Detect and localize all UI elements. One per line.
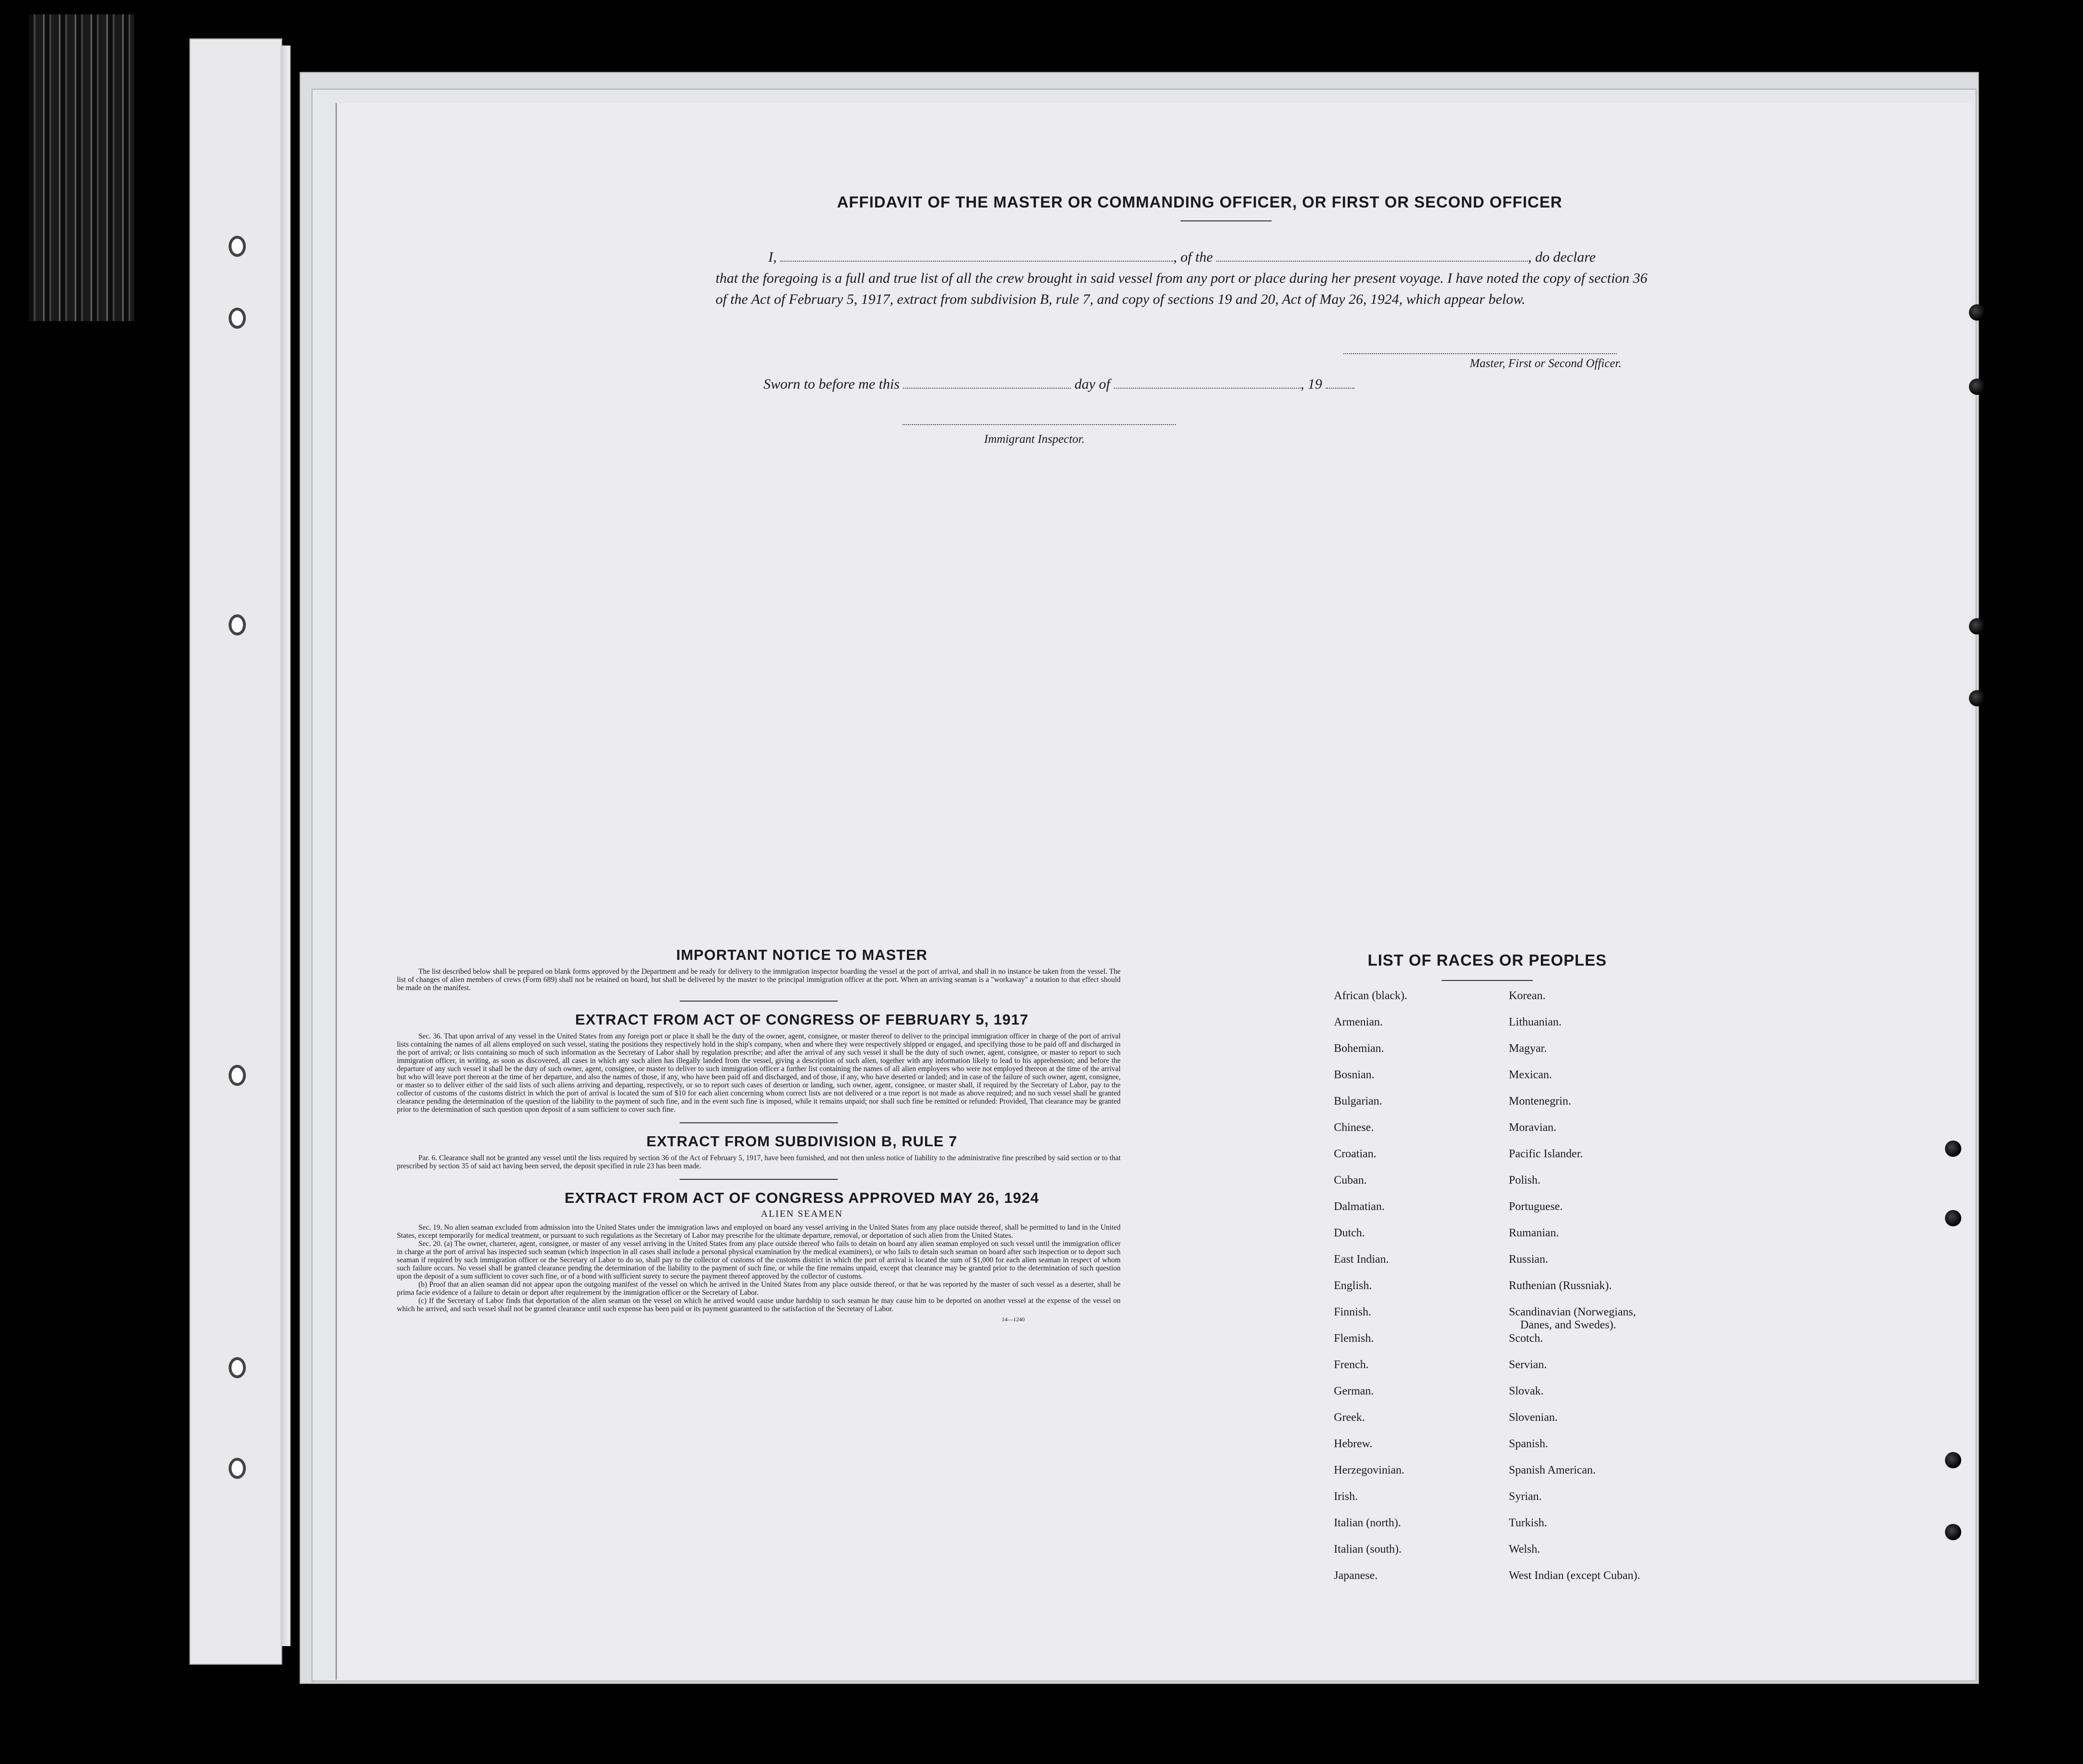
race-item: Polish. — [1509, 1174, 1541, 1187]
sec-20a-body: Sec. 20. (a) The owner, charterer, agent, consignee, or master of any vessel arriving in the United States from any place outside thereof who fails to detain on board any alien seaman employed on such vessel until the immigration officer in charge at the port of arrival has inspected such seaman (which inspection in all cases shall include a personal physical examination by the medical examiners), or who fails to detain such seaman on board after such inspection or to deport such seaman if required by such immigration officer or the Secretary of Labor to do so, shall pay to the collector of customs of the customs district in which the port of arrival is located the sum of $1,000 for each alien seaman in respect of whom such failure occurs. No vessel shall be granted clearance pending the determination of the liability to the payment of such fine, or while the fine remains unpaid, except that clearance may be granted prior to the determination of such question upon the deposit of a sum sufficient to cover such fine, or of a bond with sufficient surety to secure the payment thereof approved by the collector of customs. — [397, 1240, 1121, 1280]
race-item: Slovak. — [1509, 1385, 1544, 1397]
signature-line[interactable] — [1343, 353, 1617, 354]
punch-hole — [1945, 1141, 1961, 1157]
race-item: Scandinavian (Norwegians, Danes, and Swedes). — [1509, 1306, 1636, 1331]
race-item: Armenian. — [1334, 1016, 1383, 1028]
race-item: English. — [1334, 1280, 1372, 1292]
punch-hole — [1945, 1452, 1961, 1468]
sec-20c-body: (c) If the Secretary of Labor finds that deportation of the alien seaman on the vessel on which he arrived would cause undue hardship to such seaman he may cause him to be deported on another vessel at the expense of the vessel on which he arrived, and such vessel shall not be granted clearance until such expense has been paid or its payment guaranteed to the satisfaction of the Secretary of Labor. — [397, 1297, 1121, 1313]
punch-hole — [1945, 1524, 1961, 1540]
binder-hole — [229, 236, 246, 257]
notice-body: The list described below shall be prepared on blank forms approved by the Department and be ready for delivery to the immigration inspector boarding the vessel at the port of arrival, and shall in no instance be taken from the vessel. The list of changes of alien members of crews (Form 689) shall not be retained on board, but shall be delivered by the master to the principal immigration officer at the port. When an arriving seaman is a "workaway" a notation to that effect should be made on the manifest. — [397, 968, 1121, 992]
races-divider — [1442, 980, 1533, 981]
year-label: , 19 — [1300, 376, 1322, 392]
race-item: Welsh. — [1509, 1543, 1540, 1556]
race-item: Turkish. — [1509, 1517, 1547, 1529]
race-item: Bosnian. — [1334, 1069, 1375, 1081]
race-item: Montenegrin. — [1509, 1095, 1571, 1107]
race-item: Dutch. — [1334, 1227, 1365, 1239]
race-item: Mexican. — [1509, 1069, 1552, 1081]
race-item: Greek. — [1334, 1411, 1365, 1424]
sec-19-body: Sec. 19. No alien seaman excluded from admission into the United States under the immigration laws and employed on board any vessel arriving in the United States from any place outside thereof, shall be permitted to land in the United States, except temporarily for medical treatment, or pursuant to such regulations as the Secretary of Labor may prescribe for the ultimate departure, removal, or deportation of such alien from the United States. — [397, 1223, 1121, 1240]
race-item: Russian. — [1509, 1253, 1549, 1266]
sworn-month-field[interactable] — [1114, 388, 1301, 389]
page-edge — [280, 46, 291, 1646]
section-divider — [680, 1179, 838, 1180]
extract-rule7-title: EXTRACT FROM SUBDIVISION B, RULE 7 — [646, 1133, 958, 1150]
race-item: Ruthenian (Russniak). — [1509, 1280, 1612, 1292]
day-of-label: day of — [1074, 376, 1111, 392]
extract-rule7-body: Par. 6. Clearance shall not be granted any vessel until the lists required by section 36 of the Act of February 5, 1917, have been furnished, and not then unless notice of liability to the administrative fine prescribed by said section or to that prescribed by section 35 of said act having been served, the deposit specified in rule 23 has been made. — [397, 1154, 1121, 1170]
inspector-label: Immigrant Inspector. — [984, 433, 1085, 446]
binder-hole — [229, 1357, 246, 1378]
punch-hole — [1969, 618, 1985, 634]
binder-hole — [229, 614, 246, 635]
punch-hole — [1969, 379, 1985, 395]
race-item: German. — [1334, 1385, 1374, 1397]
race-item: Scotch. — [1509, 1332, 1543, 1345]
affidavit-body: that the foregoing is a full and true list of all the crew brought in said vessel from any port or place during her present voyage. I have noted the copy of section 36 of the Act of February 5, 1917, extract from subdivision B, rule 7, and copy of sections 19 and 20, Act of May 26, 1924, which appear below. — [716, 270, 1648, 307]
race-item: Finnish. — [1334, 1306, 1372, 1318]
binder-hole — [229, 1065, 246, 1086]
do-declare-label: , do declare — [1528, 249, 1596, 265]
race-item: West Indian (except Cuban). — [1509, 1569, 1640, 1582]
alien-seamen-subtitle: ALIEN SEAMEN — [761, 1209, 843, 1219]
signature-label: Master, First or Second Officer. — [1470, 357, 1621, 370]
affidavit-text — [716, 247, 1655, 310]
manifest-page — [336, 103, 1971, 1680]
race-item: Irish. — [1334, 1490, 1358, 1503]
section-divider — [680, 1001, 838, 1002]
races-title: LIST OF RACES OR PEOPLES — [1367, 951, 1607, 969]
race-item: Korean. — [1509, 990, 1546, 1002]
race-item: Flemish. — [1334, 1332, 1374, 1345]
race-item: Italian (south). — [1334, 1543, 1402, 1556]
races-list — [1334, 951, 1641, 1598]
race-item: Bohemian. — [1334, 1042, 1384, 1055]
races-columns — [1334, 990, 1641, 1598]
of-the-label: , of the — [1173, 249, 1213, 265]
race-item: Moravian. — [1509, 1121, 1557, 1134]
notice-title: IMPORTANT NOTICE TO MASTER — [676, 946, 928, 963]
binding-strip — [189, 38, 282, 1665]
title-rule — [1180, 220, 1272, 221]
sworn-line — [764, 376, 1435, 392]
punch-hole — [1945, 1210, 1961, 1226]
extract-1924-title: EXTRACT FROM ACT OF CONGRESS APPROVED MAY 26, 1924 — [565, 1189, 1039, 1206]
sworn-day-field[interactable] — [903, 388, 1071, 389]
race-item: Chinese. — [1334, 1121, 1374, 1134]
race-item: Dalmatian. — [1334, 1200, 1385, 1213]
race-item: Bulgarian. — [1334, 1095, 1382, 1107]
sworn-label: Sworn to before me this — [764, 376, 900, 392]
sec-20b-body: (b) Proof that an alien seaman did not appear upon the outgoing manifest of the vessel on which he arrived in the United States from any place outside thereof, or that he was reported by the master of such vessel as a deserter, shall be prima facie evidence of a failure to detain or deport after requirement by the immigration officer or the Secretary of Labor. — [397, 1280, 1121, 1297]
race-item: French. — [1334, 1359, 1369, 1371]
race-item: Hebrew. — [1334, 1438, 1373, 1450]
race-item: Herzegovinian. — [1334, 1464, 1405, 1476]
race-item: Rumanian. — [1509, 1227, 1559, 1239]
binder-hole — [229, 308, 246, 329]
legal-notices — [397, 946, 1121, 1323]
affidavit-title: AFFIDAVIT OF THE MASTER OR COMMANDING OFFICER, OR FIRST OR SECOND OFFICER — [837, 193, 1562, 211]
race-item: Portuguese. — [1509, 1200, 1563, 1213]
race-item: Slovenian. — [1509, 1411, 1558, 1424]
extract-1917-title: EXTRACT FROM ACT OF CONGRESS OF FEBRUARY 5, 1917 — [575, 1011, 1029, 1028]
race-item: Croatian. — [1334, 1148, 1377, 1160]
race-item: African (black). — [1334, 990, 1408, 1002]
race-item: Syrian. — [1509, 1490, 1542, 1503]
form-number: 14—1240 — [1002, 1316, 1025, 1323]
race-item: Italian (north). — [1334, 1517, 1401, 1529]
extract-1917-body: Sec. 36. That upon arrival of any vessel in the United States from any foreign port or place it shall be the duty of the owner, agent, consignee, or master thereof to deliver to the principal immigration officer in charge of the port of arrival lists containing the names of all aliens employed on such vessel, stating the positions they respectively hold in the ship's company, when and where they were respectively shipped or engaged, and specifying those to be paid off and discharged in the port of arrival; or lists containing so much of such information as the Secretary of Labor shall by regulation prescribe; and after the arrival of any such vessel it shall be the duty of such owner, agent, consignee, or master to report to such immigration officer, in writing, as soon as discovered, all cases in which any such alien has illegally landed from the vessel, giving a description of such alien, together with any information likely to lead to his apprehension; and before the departure of any such vessel it shall be the duty of such owner, agent, consignee, or master to deliver to such immigration officer a further list containing the names of all alien employees who were not employed thereon at the time of the arrival but who will leave port thereon at the time of her departure, and also the names of those, if any, who have been paid off and discharged, and of those, if any, who have deserted or landed; and in case of the failure of such owner, agent, consignee, or master so to deliver either of the said lists of such aliens arriving and departing, respectively, or so to report such cases of desertion or landing, such owner, agent, consignee, or master shall, if required by the Secretary of Labor, pay to the collector of customs of the customs district in which the port of arrival is located the sum of $10 for each alien concerning whom correct lists are not delivered or a true report is not made as above required; and no such vessel shall be granted clearance pending the determination of the question of the liability to the payment of such fine, and in the event such fine is imposed, while it remains unpaid; nor shall such fine be remitted or refunded: Provided, That clearance may be granted prior to the determination of such question upon deposit of a sum sufficient to cover such fine. — [397, 1032, 1121, 1114]
binding-edge-scrap — [29, 14, 134, 321]
race-item: Spanish American. — [1509, 1464, 1596, 1476]
affidavit-first-line — [716, 247, 1655, 268]
race-item: Spanish. — [1509, 1438, 1549, 1450]
i-label: I, — [768, 249, 777, 265]
race-item: East Indian. — [1334, 1253, 1389, 1266]
race-item: Pacific Islander. — [1509, 1148, 1583, 1160]
vessel-field[interactable] — [1216, 261, 1528, 262]
punch-hole — [1969, 690, 1985, 706]
name-field[interactable] — [780, 261, 1173, 262]
race-item: Magyar. — [1509, 1042, 1547, 1055]
race-item: Cuban. — [1334, 1174, 1367, 1187]
race-item: Servian. — [1509, 1359, 1547, 1371]
sworn-year-field[interactable] — [1326, 388, 1354, 389]
binder-hole — [229, 1458, 246, 1479]
race-item: Lithuanian. — [1509, 1016, 1562, 1028]
section-divider — [680, 1122, 838, 1123]
punch-hole — [1969, 304, 1985, 321]
inspector-signature-line[interactable] — [903, 424, 1176, 425]
race-item: Japanese. — [1334, 1569, 1378, 1582]
